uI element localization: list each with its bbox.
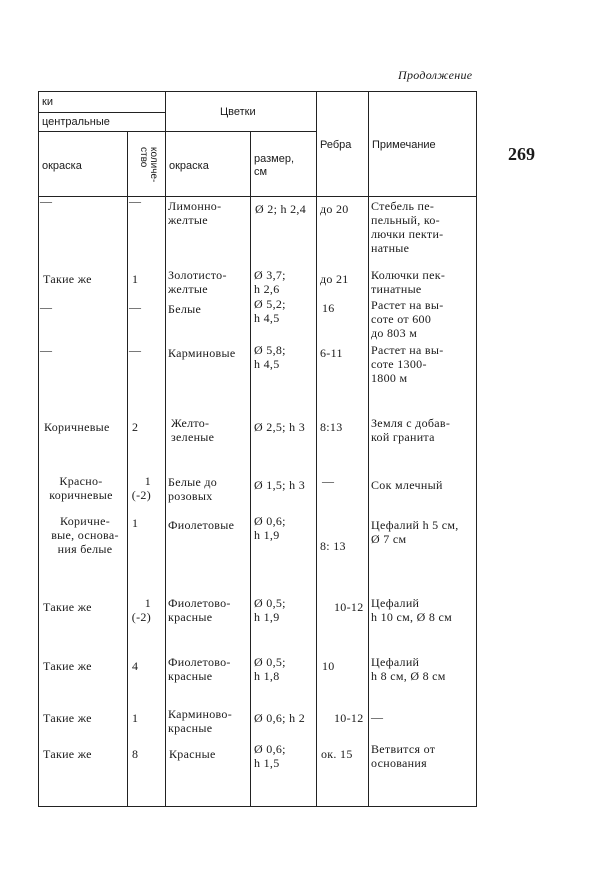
row-4-size: Ø 5,8; h 4,5	[254, 343, 286, 371]
table-bottom-rule	[38, 806, 477, 807]
row-1-note: Стебель пе- пельный, ко- лючки пекти- натные	[371, 199, 444, 255]
row-9-central: Такие же	[43, 659, 92, 673]
row-10-ribs: 10-12	[334, 711, 364, 725]
row-7-note: Цефалий h 5 см, Ø 7 см	[371, 518, 459, 546]
row-7-central: Коричне- вые, основа- ния белые	[51, 514, 119, 556]
header-coloring-flower: окраска	[169, 160, 209, 172]
row-3-size: Ø 5,2; h 4,5	[254, 297, 286, 325]
row-7-size: Ø 0,6; h 1,9	[254, 514, 286, 542]
row-5-ribs: 8:13	[320, 420, 343, 434]
header-size: размер, см	[254, 153, 295, 178]
row-2-note: Колючки пек- тинатные	[371, 268, 446, 296]
row-11-flower: Красные	[169, 747, 216, 761]
row-2-ribs: до 21	[320, 272, 349, 286]
row-4-note: Растет на вы- соте 1300- 1800 м	[371, 343, 444, 385]
row-6-size: Ø 1,5; h 3	[254, 478, 305, 492]
row-11-note: Ветвится от основания	[371, 742, 436, 770]
row-7-flower: Фиолетовые	[168, 518, 235, 532]
row-3-note: Растет на вы- соте от 600 до 803 м	[371, 298, 444, 340]
row-11-count: 8	[132, 747, 139, 761]
row-5-count: 2	[132, 420, 139, 434]
row-8-note: Цефалий h 10 см, Ø 8 см	[371, 596, 453, 624]
row-2-count: 1	[132, 272, 139, 286]
row-7-ribs: 8: 13	[320, 539, 346, 553]
row-6-ribs: —	[322, 474, 335, 488]
table-top-rule	[38, 91, 477, 92]
row-10-central: Такие же	[43, 711, 92, 725]
row-9-flower: Фиолетово- красные	[168, 655, 231, 683]
row-3-count: —	[129, 300, 142, 314]
row-6-note: Сок млечный	[371, 478, 443, 492]
row-7-count: 1	[132, 516, 139, 530]
row-8-ribs: 10-12	[334, 600, 364, 614]
continuation-label: Продолжение	[398, 68, 473, 82]
row-8-count: 1 (-2)	[131, 596, 151, 624]
row-8-flower: Фиолетово- красные	[168, 596, 231, 624]
row-4-central: —	[40, 343, 53, 357]
row-4-count: —	[129, 343, 142, 357]
row-10-size: Ø 0,6; h 2	[254, 711, 305, 725]
page-number: 269	[508, 144, 535, 164]
row-10-note: —	[371, 710, 384, 724]
rule-size-ribs	[316, 91, 317, 807]
row-6-central: Красно- коричневые	[49, 474, 113, 502]
row-8-central: Такие же	[43, 600, 92, 614]
row-3-flower: Белые	[168, 302, 202, 316]
rule-under-flowers	[165, 131, 317, 132]
rule-coloring-count	[127, 131, 128, 807]
header-flowers: Цветки	[220, 106, 256, 118]
row-5-flower: Желто- зеленые	[171, 416, 215, 444]
row-3-ribs: 16	[322, 301, 335, 315]
row-10-count: 1	[132, 711, 139, 725]
row-1-central: —	[40, 194, 53, 208]
row-6-count: 1 (-2)	[131, 474, 151, 502]
row-11-central: Такие же	[43, 747, 92, 761]
row-1-size: Ø 2; h 2,4	[255, 202, 306, 216]
header-group-left: ки	[42, 96, 53, 108]
rule-count-flower	[165, 91, 166, 807]
row-2-flower: Золотисто- желтые	[168, 268, 227, 296]
header-central: центральные	[42, 116, 110, 128]
row-9-ribs: 10	[322, 659, 335, 673]
header-coloring-central: окраска	[42, 160, 82, 172]
row-2-size: Ø 3,7; h 2,6	[254, 268, 286, 296]
row-11-size: Ø 0,6; h 1,5	[254, 742, 286, 770]
rule-flower-size	[250, 131, 251, 807]
rule-header-bottom	[38, 196, 477, 197]
row-5-note: Земля с добав- кой гранита	[371, 416, 451, 444]
row-2-central: Такие же	[43, 272, 92, 286]
row-11-ribs: ок. 15	[321, 747, 353, 761]
row-4-ribs: 6-11	[320, 346, 343, 360]
row-1-flower: Лимонно- желтые	[168, 199, 222, 227]
row-1-count: —	[129, 194, 142, 208]
row-8-size: Ø 0,5; h 1,9	[254, 596, 286, 624]
row-9-size: Ø 0,5; h 1,8	[254, 655, 286, 683]
row-5-size: Ø 2,5; h 3	[254, 420, 305, 434]
row-6-flower: Белые до розовых	[168, 475, 218, 503]
row-5-central: Коричневые	[44, 420, 110, 434]
row-1-ribs: до 20	[320, 202, 349, 216]
row-4-flower: Карминовые	[168, 346, 236, 360]
rule-ribs-note	[368, 91, 369, 807]
header-ribs: Ребра	[320, 139, 352, 151]
row-9-note: Цефалий h 8 см, Ø 8 см	[371, 655, 446, 683]
header-count: количе- ство	[138, 147, 159, 183]
table-right-border	[476, 91, 477, 807]
row-9-count: 4	[132, 659, 139, 673]
row-10-flower: Карминово- красные	[168, 707, 233, 735]
row-3-central: —	[40, 300, 53, 314]
header-note: Примечание	[372, 139, 436, 151]
rule-under-group	[38, 112, 165, 113]
rule-under-central	[38, 131, 165, 132]
table-left-border	[38, 91, 39, 807]
